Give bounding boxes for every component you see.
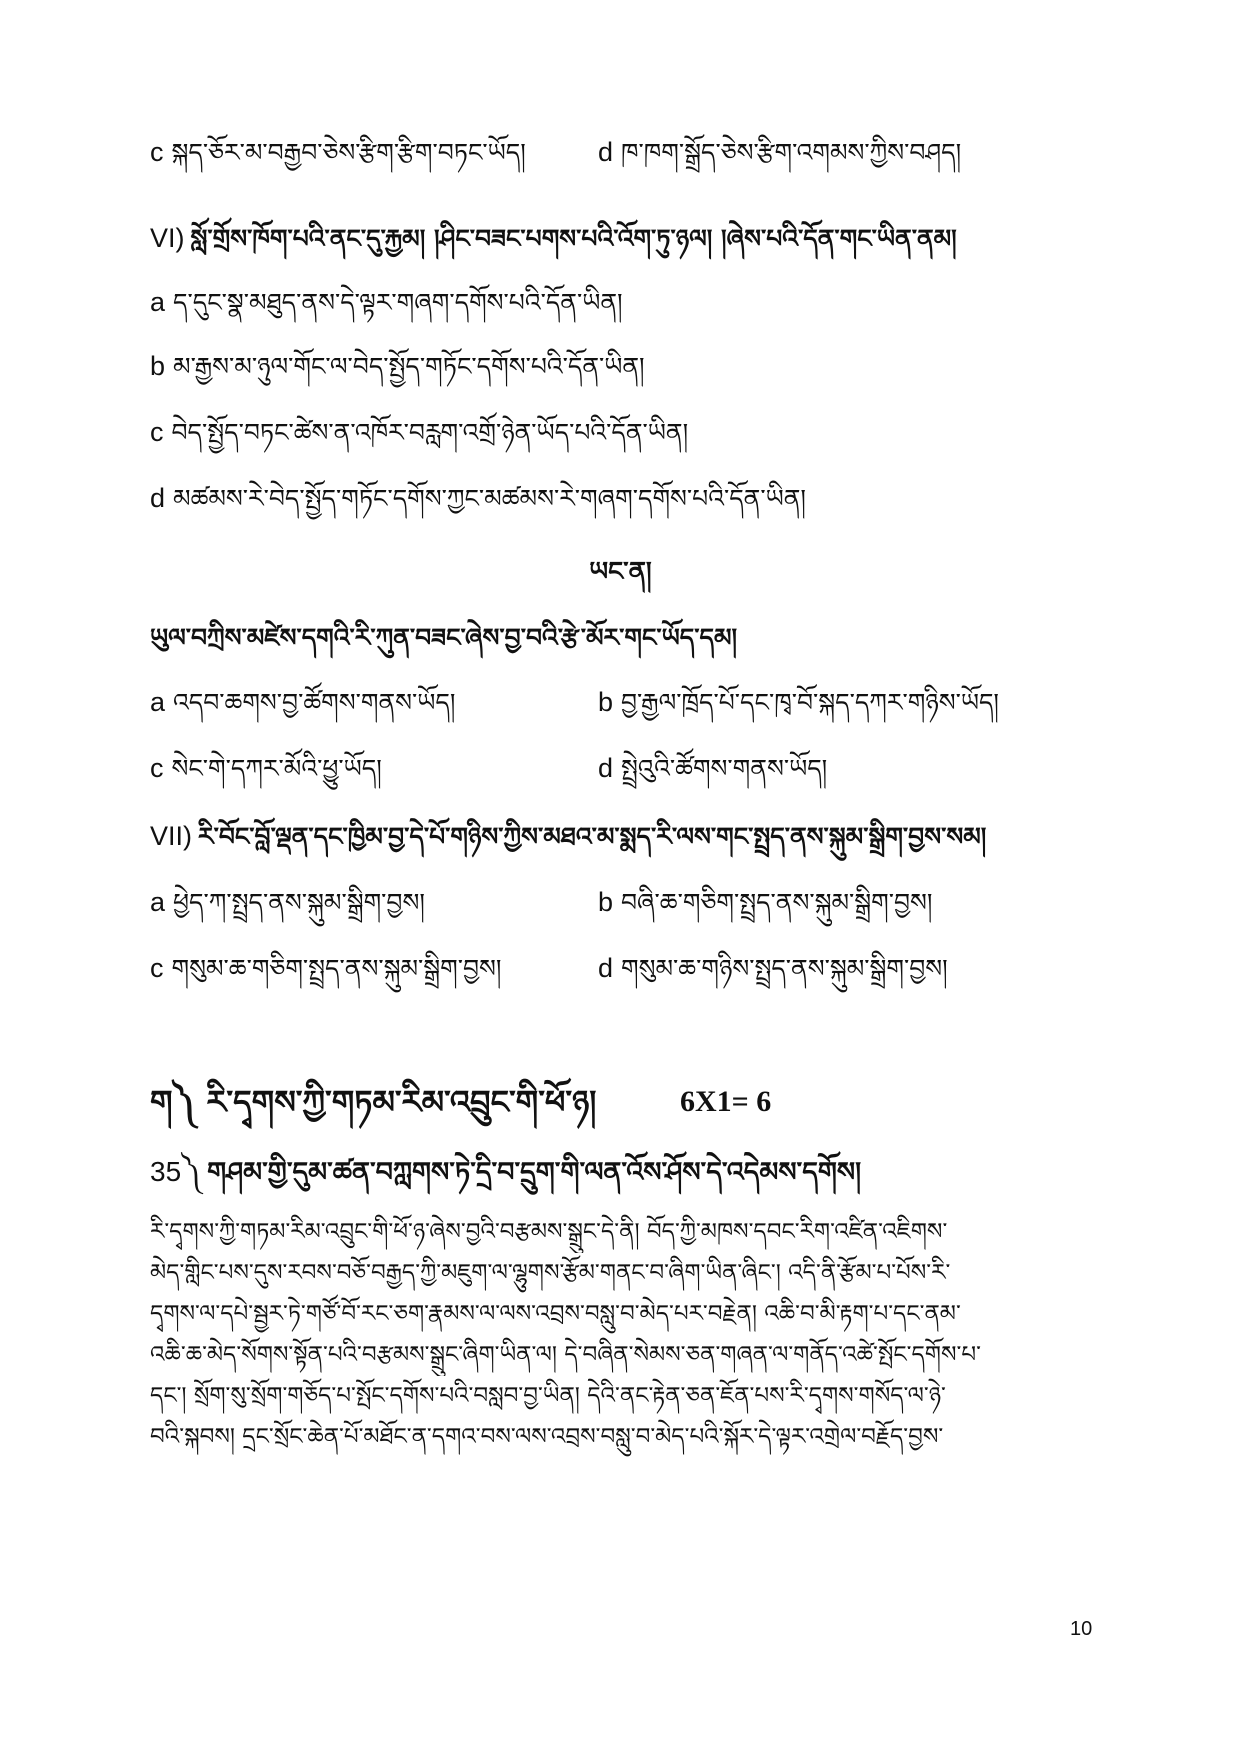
section-marks: 6X1= 6 xyxy=(680,1085,772,1118)
passage-line: དྭགས་ལ་དཔེ་སྦྱར་ཏེ་གཙོ་བོ་རང་ཅག་རྣམས་ལ་ལས་འབྲས་བསླུ་བ་མེད་པར་བརྗེན། འཆི་བ་མི་རྟག་པ་དང་ནམ་ xyxy=(150,1301,961,1327)
option-text: སྐད་ཅོར་མ་བརྒྱབ་ཅེས་རྩིག་རྩིག་བཏང་ཡོད། xyxy=(171,138,526,167)
question-vi-option-c xyxy=(150,412,688,453)
option-letter: c xyxy=(150,137,164,167)
option-letter: a xyxy=(150,687,166,717)
option-letter: a xyxy=(150,287,166,317)
option-letter: d xyxy=(598,753,614,783)
option-text: ཁ་ཁག་སྒྲོད་ཅེས་རྩིག་འགམས་ཀྱིས་བཤད། xyxy=(621,138,962,167)
alternative-question xyxy=(150,618,737,658)
alt-option-c xyxy=(150,748,382,789)
question-number: VI) xyxy=(150,223,185,253)
section-heading: ག༽ རི་དྭགས་ཀྱི་གཏམ་རིམ་འབྲུང་གི་ཕོ་ཉ། xyxy=(150,1083,597,1121)
option-text: གསུམ་ཆ་གཅིག་སྤྲད་ནས་སྐུམ་སྒྲིག་བྱས། xyxy=(171,954,502,983)
question-vii-option-a xyxy=(150,882,425,923)
question-vi-option-b xyxy=(150,346,645,387)
question-text: གཤམ་གྱི་དུམ་ཚན་བཀླགས་ཏེ་དྲི་བ་དྲུག་གི་ལན་འོས་ཤོས་དེ་འདེམས་དགོས། xyxy=(207,1157,862,1188)
alt-option-a xyxy=(150,682,455,723)
option-text: བཞི་ཆ་གཅིག་སྤྲད་ནས་སྐུམ་སྒྲིག་བྱས། xyxy=(621,888,933,917)
option-c-top xyxy=(150,132,526,173)
option-letter: b xyxy=(598,687,614,717)
option-text: བྱ་རྒྱལ་ཁྲོད་པོ་དང་ཁྭ་བོ་སྐད་དཀར་གཉིས་ཡོད། xyxy=(621,688,999,717)
option-text: གསུམ་ཆ་གཉིས་སྤྲད་ནས་སྐུམ་སྒྲིག་བྱས། xyxy=(621,954,948,983)
option-letter: c xyxy=(150,753,164,783)
question-35 xyxy=(150,1152,861,1193)
option-letter: b xyxy=(598,887,614,917)
option-text: ཕྱེད་ཀ་སྤྲད་ནས་སྐུམ་སྒྲིག་བྱས། xyxy=(173,888,425,917)
option-text: སྤྲེའུའི་ཚོགས་གནས་ཡོད། xyxy=(621,754,828,783)
page-number: 10 xyxy=(1070,1618,1093,1640)
option-letter: c xyxy=(150,417,164,447)
option-letter: d xyxy=(598,953,614,983)
question-vi-option-d xyxy=(150,478,806,519)
or-separator: ཡང་ན། xyxy=(589,557,652,587)
alt-option-d xyxy=(598,748,827,789)
passage-line: དང་། སྲོག་སུ་སྲོག་གཅོད་པ་སྤོང་དགོས་པའི་བསླབ་བྱ་ཡིན། དེའི་ནང་རྟེན་ཅན་ཇོན་པས་རི་དྭགས་གསོད་ལ་ཉེ་ xyxy=(150,1383,946,1409)
question-vii-option-c xyxy=(150,948,501,989)
passage-line: འཆི་ཆ་མེད་སོགས་སྟོན་པའི་བརྩམས་སྒྲུང་ཞིག་ཡིན་ལ། དེ་བཞིན་སེམས་ཅན་གཞན་ལ་གནོད་འཚེ་སྤོང་དགོས་པ་ xyxy=(150,1342,981,1368)
option-letter: d xyxy=(598,137,614,167)
option-d-top xyxy=(598,132,961,173)
passage-line: མེད་གླིང་པས་དུས་རབས་བཅོ་བརྒྱད་ཀྱི་མཇུག་ལ་ལྷུགས་རྩོམ་གནང་བ་ཞིག་ཡིན་ཞིང་། འདི་ནི་རྩོམ་པ་པོས་རི་ xyxy=(150,1260,951,1286)
question-vi xyxy=(150,218,957,259)
passage-line: བའི་སྐབས། དྲང་སྲོང་ཆེན་པོ་མཐོང་ན་དགའ་བས་ལས་འབྲས་བསླུ་བ་མེད་པའི་སྐོར་དེ་ལྟར་འགྲེལ་བརྗོད་བྱས་ xyxy=(150,1424,944,1450)
option-text: མཚམས་རེ་བེད་སྤྱོད་གཏོང་དགོས་ཀྱང་མཚམས་རེ་གཞག་དགོས་པའི་དོན་ཡིན། xyxy=(173,484,806,513)
option-letter: c xyxy=(150,953,164,983)
option-text: འདབ་ཆགས་བྱ་ཚོགས་གནས་ཡོད། xyxy=(173,688,456,717)
question-vii xyxy=(150,816,986,857)
alt-option-b xyxy=(598,682,999,723)
question-text: ཡུལ་བཀྲིས་མཛེས་དགའི་རི་ཀུན་བཟང་ཞེས་བྱ་བའི་རྩེ་མོར་གང་ཡོད་དམ། xyxy=(150,623,738,652)
question-vi-option-a xyxy=(150,282,623,323)
passage-line: རི་དྭགས་ཀྱི་གཏམ་རིམ་འབྲུང་གི་ཕོ་ཉ་ཞེས་བྱའི་བརྩམས་སྒྲུང་དེ་ནི། བོད་ཀྱི་མཁས་དབང་རིག་འཛིན་འཇིགས་ xyxy=(150,1219,948,1245)
reading-passage xyxy=(150,1212,1098,1458)
question-text: སློ་གྲོས་ཁོག་པའི་ནང་དུ་རྐྱམ། །ཤིང་བཟང་པགས་པའི་འོག་ཏུ་ཉལ། །ཞེས་པའི་དོན་གང་ཡིན་ནམ། xyxy=(190,224,957,253)
question-vii-option-b xyxy=(598,882,932,923)
question-vii-option-d xyxy=(598,948,948,989)
option-text: མ་རྒྱས་མ་ཉུལ་གོང་ལ་བེད་སྤྱོད་གཏོང་དགོས་པའི་དོན་ཡིན། xyxy=(173,352,645,381)
option-text: ད་དུང་སྣ་མཐུད་ནས་དེ་ལྟར་གཞག་དགོས་པའི་དོན་ཡིན། xyxy=(173,288,623,317)
question-number: VII) xyxy=(150,821,193,851)
question-text: རི་བོང་བློ་ལྡན་དང་ཁྱིམ་བྱ་དེ་པོ་གཉིས་ཀྱིས་མཐའ་མ་སྨད་རི་ལས་གང་སྤྲད་ནས་སྐུམ་སྒྲིག་བྱས་སམ། xyxy=(198,822,987,851)
option-letter: b xyxy=(150,351,166,381)
option-letter: a xyxy=(150,887,166,917)
question-number: 35༽ xyxy=(150,1156,202,1187)
option-letter: d xyxy=(150,483,166,513)
option-text: སེང་གེ་དཀར་མོའི་ཕྱུ་ཡོད། xyxy=(171,754,382,783)
option-text: བེད་སྤྱོད་བཏང་ཚེས་ན་འཁོར་བརླག་འགྲོ་ཉེན་ཡོད་པའི་དོན་ཡིན། xyxy=(171,418,689,447)
